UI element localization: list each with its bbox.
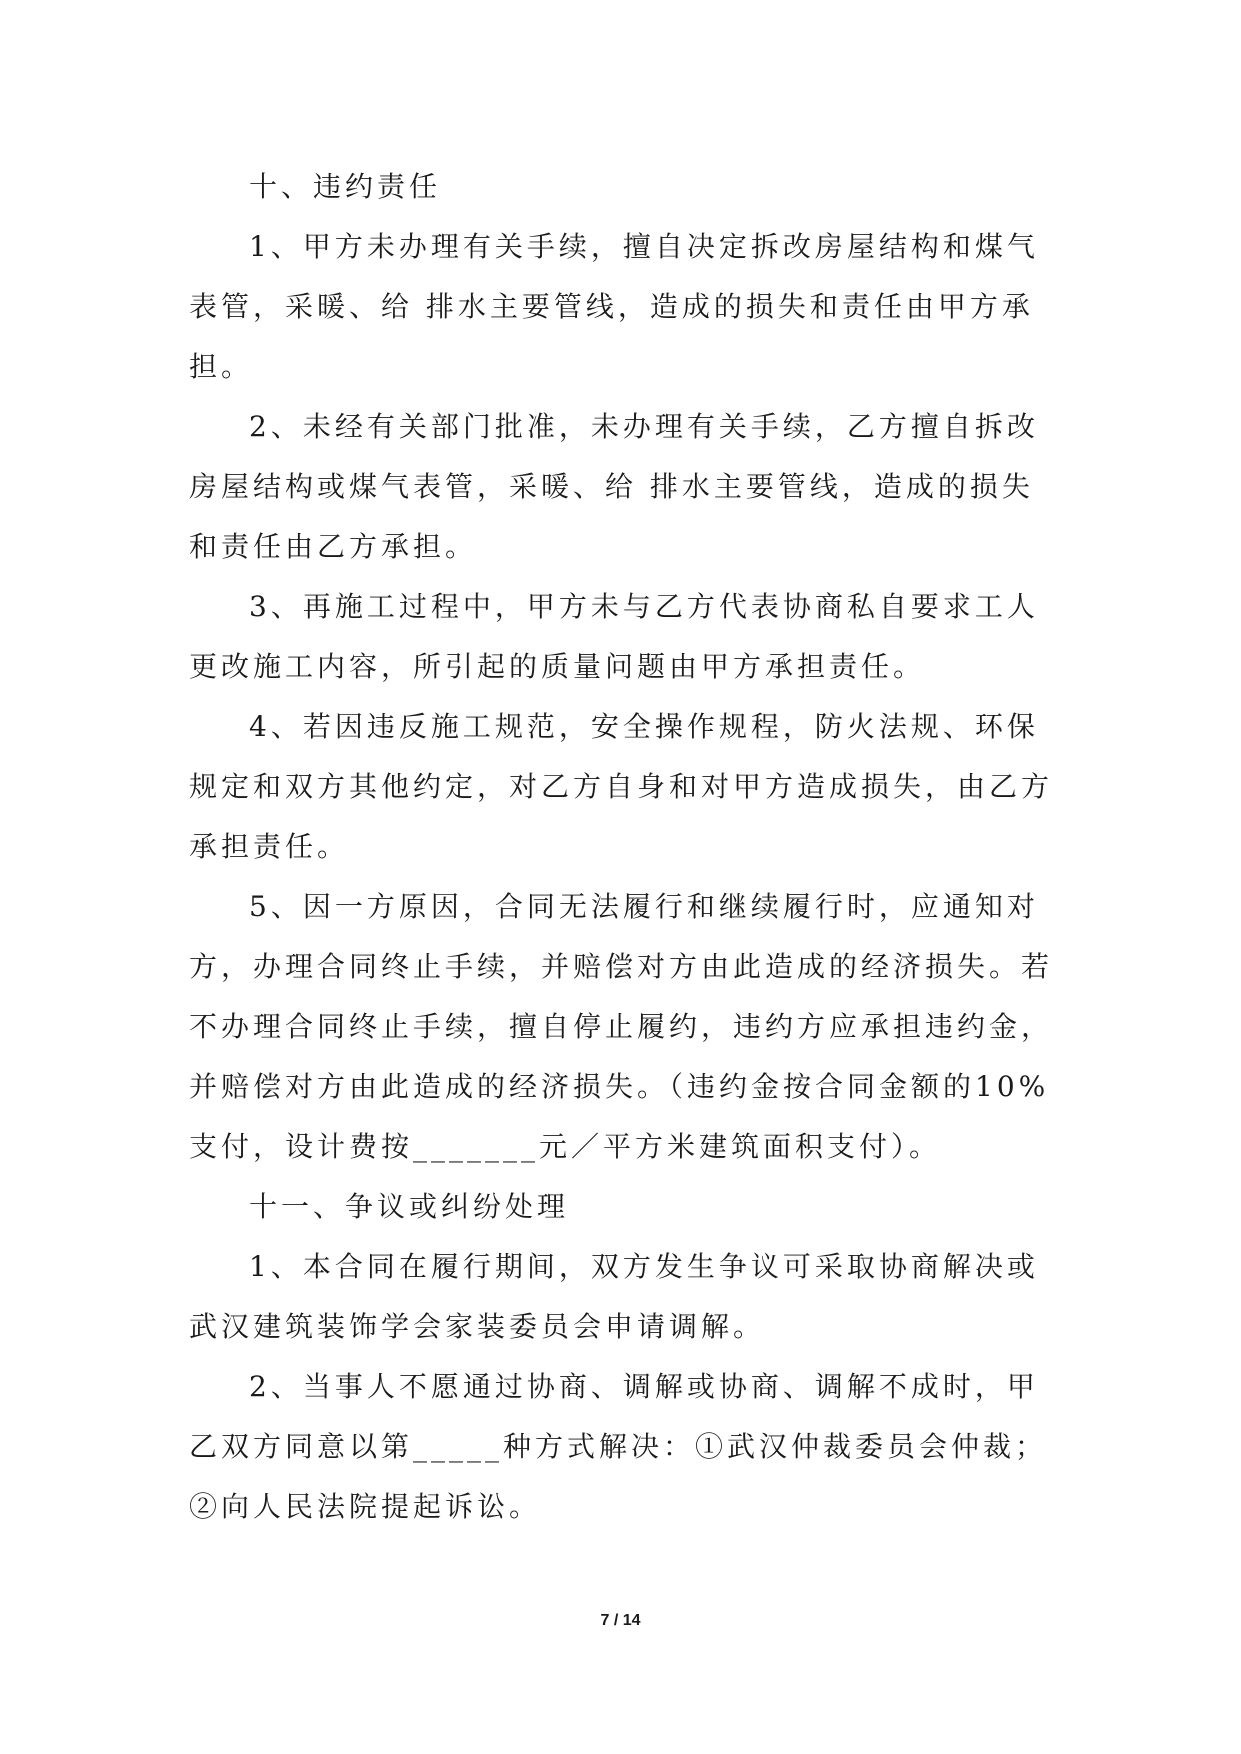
section-10-heading: 十、违约责任: [249, 170, 442, 203]
section-10-item-5: 5、因一方原因，合同无法履行和继续履行时，应通知对方，办理合同终止手续，并赔偿对方由此造成的经济损失。若不办理合同终止手续，擅自停止履约，违约方应承担违约金，并赔偿对方由此造成的经济损失。（违约金按合同金额的10%支付，设计费按_______元／平方米建筑面积支付）。: [189, 890, 1054, 1163]
document-body: [189, 157, 1059, 1537]
section-10-item-2: 2、未经有关部门批准，未办理有关手续，乙方擅自拆改房屋结构或煤气表管，采暖、给 排水主要管线，造成的损失和责任由乙方承担。: [189, 410, 1039, 563]
section-11-item-2: 2、当事人不愿通过协商、调解或协商、调解不成时，甲乙双方同意以第_____种方式解决：①武汉仲裁委员会仲裁；②向人民法院提起诉讼。: [189, 1370, 1048, 1523]
page-number: 7 / 14: [600, 1612, 641, 1629]
section-10-item-1: 1、甲方未办理有关手续，擅自决定拆改房屋结构和煤气表管，采暖、给 排水主要管线，造成的损失和责任由甲方承担。: [189, 230, 1039, 383]
section-11-item-1: 1、本合同在履行期间，双方发生争议可采取协商解决或武汉建筑装饰学会家装委员会申请调解。: [189, 1250, 1039, 1343]
section-11-heading: 十一、争议或纠纷处理: [249, 1190, 570, 1223]
section-10-item-4: 4、若因违反施工规范，安全操作规程，防火法规、环保规定和双方其他约定，对乙方自身和对甲方造成损失，由乙方承担责任。: [189, 710, 1054, 863]
section-10-item-3: 3、再施工过程中，甲方未与乙方代表协商私自要求工人更改施工内容，所引起的质量问题由甲方承担责任。: [189, 590, 1039, 683]
